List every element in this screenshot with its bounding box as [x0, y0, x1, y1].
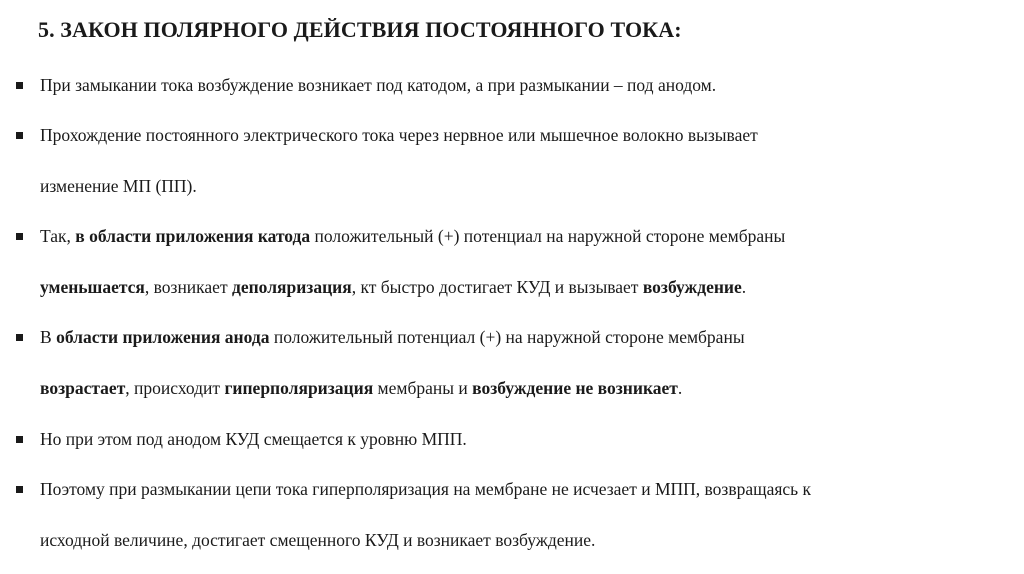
- bullet-marker-icon: [16, 233, 23, 240]
- text-segment: , кт быстро достигает КУД и вызывает: [351, 276, 643, 297]
- text-segment: положительный потенциал (+) на наружной стороне мембраны: [269, 327, 745, 347]
- bullet-marker-icon: [16, 486, 23, 493]
- bold-text: возрастает: [40, 377, 126, 398]
- bullet-text-line: [40, 428, 467, 450]
- text-segment: мембраны и: [373, 377, 473, 398]
- text-segment: .: [677, 377, 683, 398]
- bullet-marker-icon: [16, 132, 23, 139]
- text-segment: .: [741, 276, 747, 297]
- bullet-marker-icon: [16, 82, 23, 89]
- bullet-marker-icon: [16, 334, 23, 341]
- bold-text: уменьшается: [40, 276, 145, 297]
- bold-text: деполяризация: [231, 276, 352, 297]
- bullet-text-line: [40, 276, 746, 298]
- bold-text: области приложения анода: [56, 327, 270, 347]
- bullet-text-line: [40, 377, 682, 399]
- text-segment: Так,: [40, 226, 76, 246]
- bullet-text-line: [40, 124, 758, 146]
- text-segment: Поэтому при размыкании цепи тока гиперполяризация на мембране не исчезает и МПП, возвращаясь к: [40, 479, 812, 499]
- bold-text: возбуждение не возникает: [472, 377, 678, 398]
- bold-text: возбуждение: [642, 276, 742, 297]
- bullet-text-line: [40, 326, 745, 348]
- text-segment: При замыкании тока возбуждение возникает под катодом, а при размыкании – под анодом.: [40, 75, 717, 95]
- bullet-text-line: [40, 225, 785, 247]
- bullet-text-line: [40, 175, 197, 197]
- text-segment: , происходит: [125, 377, 225, 398]
- bold-text: гиперполяризация: [224, 377, 374, 398]
- text-segment: , возникает: [144, 276, 232, 297]
- text-segment: В: [40, 327, 57, 347]
- bullet-text-line: [40, 478, 811, 500]
- text-segment: Но при этом под анодом КУД смещается к уровню МПП.: [40, 429, 467, 449]
- text-segment: изменение МП (ПП).: [40, 175, 197, 196]
- bullet-text-line: [40, 74, 716, 96]
- bullet-marker-icon: [16, 436, 23, 443]
- text-segment: исходной величине, достигает смещенного КУД и возникает возбуждение.: [40, 529, 596, 550]
- slide-title: 5. ЗАКОН ПОЛЯРНОГО ДЕЙСТВИЯ ПОСТОЯННОГО ТОКА:: [38, 17, 682, 42]
- bullet-text-line: [40, 529, 595, 551]
- text-segment: Прохождение постоянного электрического тока через нервное или мышечное волокно вызывает: [40, 125, 758, 145]
- text-segment: положительный (+) потенциал на наружной стороне мембраны: [310, 226, 786, 246]
- bold-text: в области приложения катода: [75, 226, 311, 246]
